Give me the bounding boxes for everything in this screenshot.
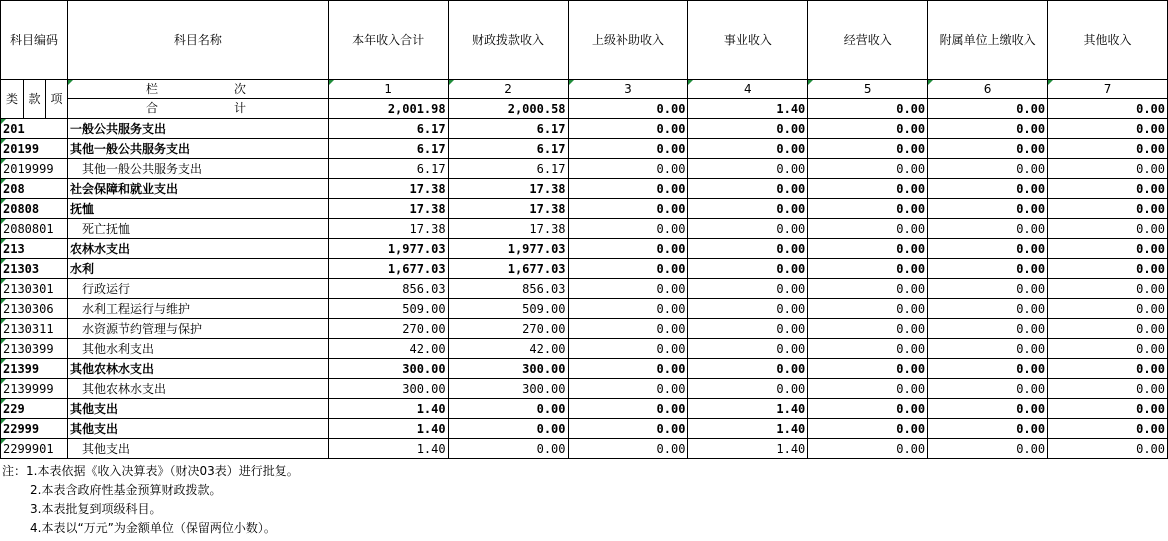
row-value: 0.00 (928, 299, 1048, 319)
table-row (1, 399, 1168, 419)
row-value: 0.00 (928, 139, 1048, 159)
row-value: 0.00 (448, 419, 568, 439)
row-value: 6.17 (328, 119, 448, 139)
row-value: 1,977.03 (328, 239, 448, 259)
name-title: 科目名称 (67, 1, 328, 80)
row-name: 其他支出 (67, 419, 328, 439)
row-value: 0.00 (1048, 179, 1168, 199)
row-value: 0.00 (688, 259, 808, 279)
row-value: 0.00 (808, 219, 928, 239)
row-value: 300.00 (448, 359, 568, 379)
row-value: 42.00 (448, 339, 568, 359)
total-label-right: 计 (233, 101, 246, 115)
row-name: 社会保障和就业支出 (67, 179, 328, 199)
row-value: 0.00 (1048, 259, 1168, 279)
row-value: 0.00 (1048, 199, 1168, 219)
row-code: 2130311 (1, 319, 68, 339)
row-value: 1.40 (688, 439, 808, 459)
row-value: 17.38 (448, 199, 568, 219)
col-header-5: 经营收入 (808, 1, 928, 80)
row-value: 0.00 (1048, 359, 1168, 379)
row-name: 其他水利支出 (67, 339, 328, 359)
total-value: 0.00 (928, 99, 1048, 119)
row-value: 0.00 (688, 139, 808, 159)
table-row (1, 179, 1168, 199)
table-row (1, 159, 1168, 179)
row-value: 0.00 (1048, 319, 1168, 339)
row-name: 其他农林水支出 (67, 359, 328, 379)
row-value: 0.00 (808, 399, 928, 419)
total-value: 0.00 (568, 99, 688, 119)
notes-section (0, 462, 1168, 538)
row-value: 0.00 (688, 279, 808, 299)
row-value: 0.00 (568, 339, 688, 359)
row-value: 0.00 (928, 199, 1048, 219)
row-value: 17.38 (448, 179, 568, 199)
table-row (1, 339, 1168, 359)
row-value: 6.17 (328, 139, 448, 159)
total-value: 0.00 (1048, 99, 1168, 119)
row-value: 0.00 (568, 179, 688, 199)
row-value: 0.00 (568, 279, 688, 299)
col-header-2: 财政拨款收入 (448, 1, 568, 80)
table-row (1, 219, 1168, 239)
row-value: 0.00 (928, 339, 1048, 359)
table-row (1, 359, 1168, 379)
row-code: 2080801 (1, 219, 68, 239)
table-row (1, 119, 1168, 139)
table-row (1, 299, 1168, 319)
row-code: 2299901 (1, 439, 68, 459)
row-value: 0.00 (928, 359, 1048, 379)
row-value: 0.00 (808, 419, 928, 439)
table-row (1, 419, 1168, 439)
col-number-3: 3 (568, 80, 688, 99)
row-code: 22999 (1, 419, 68, 439)
col-header-4: 事业收入 (688, 1, 808, 80)
row-value: 1,677.03 (328, 259, 448, 279)
row-value: 0.00 (688, 319, 808, 339)
row-name: 其他农林水支出 (67, 379, 328, 399)
row-value: 6.17 (448, 119, 568, 139)
row-code: 229 (1, 399, 68, 419)
row-value: 0.00 (568, 139, 688, 159)
row-value: 0.00 (1048, 239, 1168, 259)
row-value: 42.00 (328, 339, 448, 359)
row-value: 0.00 (688, 159, 808, 179)
row-code: 213 (1, 239, 68, 259)
row-value: 0.00 (568, 259, 688, 279)
row-value: 6.17 (448, 159, 568, 179)
row-value: 509.00 (328, 299, 448, 319)
row-value: 0.00 (1048, 379, 1168, 399)
row-value: 1,677.03 (448, 259, 568, 279)
lanci-right: 次 (233, 82, 246, 96)
lanci-left: 栏 (145, 82, 158, 96)
row-value: 856.03 (448, 279, 568, 299)
row-name: 其他一般公共服务支出 (67, 139, 328, 159)
row-value: 0.00 (808, 279, 928, 299)
row-value: 0.00 (808, 199, 928, 219)
total-value: 2,001.98 (328, 99, 448, 119)
row-value: 0.00 (568, 199, 688, 219)
row-value: 0.00 (808, 299, 928, 319)
row-value: 0.00 (688, 379, 808, 399)
row-value: 300.00 (328, 359, 448, 379)
row-value: 0.00 (688, 119, 808, 139)
col-number-6: 6 (928, 80, 1048, 99)
row-value: 0.00 (568, 439, 688, 459)
row-value: 0.00 (688, 339, 808, 359)
col-header-7: 其他收入 (1048, 1, 1168, 80)
row-value: 0.00 (1048, 279, 1168, 299)
row-code: 2130306 (1, 299, 68, 319)
note-1: 注：1.本表依据《收入决算表》（财决03表）进行批复。 (2, 464, 299, 478)
row-name: 行政运行 (67, 279, 328, 299)
row-name: 其他支出 (67, 439, 328, 459)
row-value: 1.40 (328, 439, 448, 459)
sub-code-kuan: 款 (23, 80, 45, 119)
row-code: 2019999 (1, 159, 68, 179)
col-header-1: 本年收入合计 (328, 1, 448, 80)
row-value: 17.38 (328, 199, 448, 219)
row-value: 0.00 (928, 379, 1048, 399)
row-value: 0.00 (808, 439, 928, 459)
sub-code-lei: 类 (1, 80, 24, 119)
lanci-label (67, 80, 328, 99)
row-value: 0.00 (568, 119, 688, 139)
col-header-6: 附属单位上缴收入 (928, 1, 1048, 80)
row-code: 21303 (1, 259, 68, 279)
row-value: 0.00 (1048, 339, 1168, 359)
col-number-1: 1 (328, 80, 448, 99)
row-value: 17.38 (328, 179, 448, 199)
note-4: 4.本表以“万元”为金额单位（保留两位小数）。 (30, 521, 276, 535)
row-value: 0.00 (808, 379, 928, 399)
row-value: 6.17 (448, 139, 568, 159)
row-value: 0.00 (448, 399, 568, 419)
row-value: 0.00 (448, 439, 568, 459)
row-value: 0.00 (688, 239, 808, 259)
col-number-5: 5 (808, 80, 928, 99)
row-value: 0.00 (1048, 439, 1168, 459)
code-title: 科目编码 (1, 1, 68, 80)
total-label-left: 合 (145, 101, 158, 115)
table-row (1, 259, 1168, 279)
header-row (1, 1, 1168, 80)
row-value: 0.00 (928, 179, 1048, 199)
sub-code-xiang: 项 (45, 80, 67, 119)
row-value: 0.00 (928, 119, 1048, 139)
row-value: 509.00 (448, 299, 568, 319)
table-row (1, 439, 1168, 459)
row-value: 0.00 (808, 339, 928, 359)
row-code: 20808 (1, 199, 68, 219)
table-row (1, 199, 1168, 219)
row-value: 0.00 (808, 179, 928, 199)
table-row (1, 139, 1168, 159)
row-value: 0.00 (568, 299, 688, 319)
row-value: 0.00 (808, 119, 928, 139)
row-value: 270.00 (448, 319, 568, 339)
row-code: 2139999 (1, 379, 68, 399)
row-value: 270.00 (328, 319, 448, 339)
row-value: 6.17 (328, 159, 448, 179)
row-name: 水利工程运行与维护 (67, 299, 328, 319)
row-value: 0.00 (568, 419, 688, 439)
total-label (67, 99, 328, 119)
row-value: 0.00 (1048, 119, 1168, 139)
row-name: 水利 (67, 259, 328, 279)
row-value: 0.00 (568, 359, 688, 379)
row-value: 0.00 (808, 239, 928, 259)
row-value: 17.38 (328, 219, 448, 239)
row-value: 0.00 (1048, 399, 1168, 419)
row-value: 0.00 (928, 239, 1048, 259)
row-name: 其他一般公共服务支出 (67, 159, 328, 179)
total-value: 2,000.58 (448, 99, 568, 119)
note-3: 3.本表批复到项级科目。 (30, 502, 162, 516)
row-name: 一般公共服务支出 (67, 119, 328, 139)
row-value: 0.00 (928, 279, 1048, 299)
note-2: 2.本表含政府性基金预算财政拨款。 (30, 483, 222, 497)
row-value: 0.00 (928, 439, 1048, 459)
table-row (1, 319, 1168, 339)
row-value: 0.00 (928, 399, 1048, 419)
col-header-3: 上级补助收入 (568, 1, 688, 80)
row-value: 0.00 (688, 179, 808, 199)
row-value: 0.00 (808, 139, 928, 159)
row-name: 其他支出 (67, 399, 328, 419)
lanci-row (1, 80, 1168, 99)
row-name: 水资源节约管理与保护 (67, 319, 328, 339)
row-value: 0.00 (688, 299, 808, 319)
row-value: 0.00 (688, 199, 808, 219)
row-code: 2130399 (1, 339, 68, 359)
col-number-4: 4 (688, 80, 808, 99)
row-value: 0.00 (808, 259, 928, 279)
total-value: 1.40 (688, 99, 808, 119)
row-value: 0.00 (928, 319, 1048, 339)
row-code: 20199 (1, 139, 68, 159)
row-name: 死亡抚恤 (67, 219, 328, 239)
row-code: 201 (1, 119, 68, 139)
row-value: 0.00 (688, 359, 808, 379)
row-value: 0.00 (568, 219, 688, 239)
row-value: 1.40 (688, 419, 808, 439)
row-value: 0.00 (568, 319, 688, 339)
row-value: 1,977.03 (448, 239, 568, 259)
row-value: 1.40 (688, 399, 808, 419)
row-value: 0.00 (1048, 139, 1168, 159)
row-value: 0.00 (808, 159, 928, 179)
row-value: 0.00 (928, 219, 1048, 239)
row-value: 0.00 (1048, 159, 1168, 179)
row-value: 0.00 (928, 159, 1048, 179)
row-value: 0.00 (1048, 419, 1168, 439)
total-value: 0.00 (808, 99, 928, 119)
row-code: 21399 (1, 359, 68, 379)
col-number-2: 2 (448, 80, 568, 99)
row-code: 2130301 (1, 279, 68, 299)
row-value: 0.00 (808, 359, 928, 379)
col-number-7: 7 (1048, 80, 1168, 99)
row-code: 208 (1, 179, 68, 199)
row-value: 0.00 (688, 219, 808, 239)
row-value: 300.00 (328, 379, 448, 399)
row-value: 0.00 (928, 259, 1048, 279)
row-value: 0.00 (928, 419, 1048, 439)
row-value: 0.00 (1048, 219, 1168, 239)
row-value: 0.00 (568, 239, 688, 259)
row-value: 1.40 (328, 419, 448, 439)
row-name: 抚恤 (67, 199, 328, 219)
row-value: 300.00 (448, 379, 568, 399)
row-value: 856.03 (328, 279, 448, 299)
row-value: 0.00 (568, 399, 688, 419)
row-value: 1.40 (328, 399, 448, 419)
row-value: 17.38 (448, 219, 568, 239)
table-row (1, 279, 1168, 299)
row-name: 农林水支出 (67, 239, 328, 259)
row-value: 0.00 (1048, 299, 1168, 319)
total-row (1, 99, 1168, 119)
table-row (1, 239, 1168, 259)
row-value: 0.00 (568, 379, 688, 399)
row-value: 0.00 (568, 159, 688, 179)
table-row (1, 379, 1168, 399)
row-value: 0.00 (808, 319, 928, 339)
